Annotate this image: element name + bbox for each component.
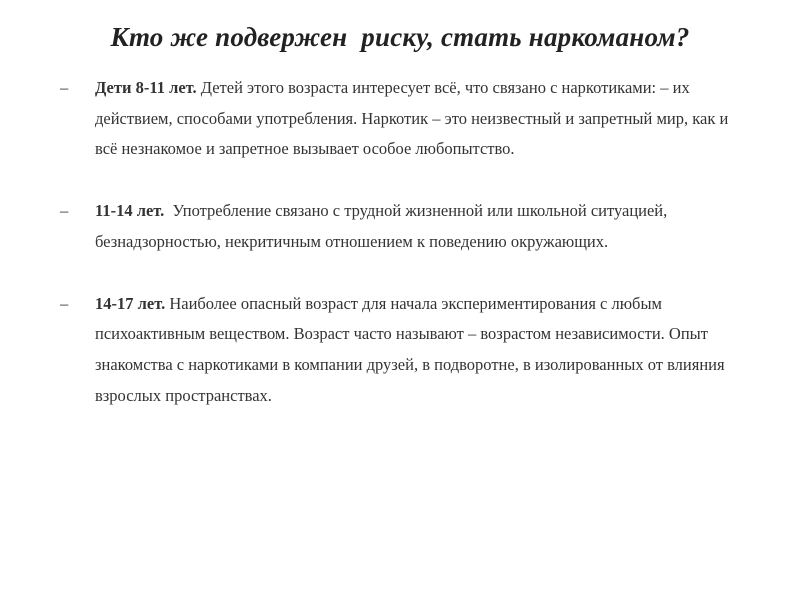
age-group-label: Дети 8-11 лет. (95, 78, 197, 97)
age-group-label: 14-17 лет. (95, 293, 166, 313)
bullet-list (60, 73, 750, 411)
age-group-description: Детей этого возраста интересует всё, что связано с наркотиками: – их действием, способами употребления. Наркотик – это неизвестный и запретный мир, как и всё незнакомое и запретное вызывает особое любопытство. (95, 78, 729, 159)
list-item-age-14-17 (60, 289, 750, 412)
age-group-description: Наиболее опасный возраст для начала экспериментирования с любым психоактивным веществом. Возраст часто называют – возрастом независимости. Опыт знакомства с наркотиками в компании друзей, в подворотне, в изолированных от влияния взрослых пространствах. (95, 293, 725, 405)
list-item-age-8-11 (60, 73, 750, 165)
age-group-label: 11-14 лет. (95, 201, 169, 221)
dash-bullet: – (60, 78, 69, 97)
dash-bullet: – (60, 293, 69, 313)
dash-bullet: – (60, 201, 69, 221)
age-group-description: Употребление связано с трудной жизненной или школьной ситуацией, безнадзорностью, некритичным отношением к поведению окружающих. (95, 201, 668, 251)
list-item-age-11-14 (60, 196, 750, 257)
slide-title: Кто же подвержен риску, стать наркоманом? (110, 22, 690, 52)
